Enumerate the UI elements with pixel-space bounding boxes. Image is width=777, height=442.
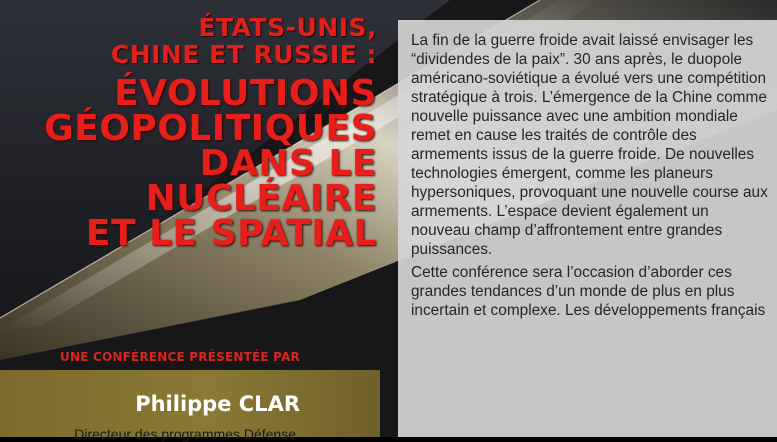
headline-line: DANS LE (199, 143, 377, 184)
headline-line: ET LE SPATIAL (85, 213, 377, 254)
headline (0, 73, 377, 254)
headline-line: GÉOPOLITIQUES (44, 108, 377, 149)
kicker-line: ÉTATS-UNIS, (198, 13, 377, 42)
presented-by-label: UNE CONFÉRENCE PRÉSENTÉE PAR (60, 350, 300, 364)
headline-line: ÉVOLUTIONS (114, 73, 377, 114)
kicker-line: CHINE ET RUSSIE : (110, 40, 377, 69)
speaker-name: Philippe CLAR (135, 392, 300, 416)
description-paragraph: La fin de la guerre froide avait laissé envisager les “dividendes de la paix”. 30 ans après, le duopole américano-soviétique a évolué vers une compétition stratégique à trois. L’émergence de la Chine comme nouvelle puissance avec une ambition mondiale remet en cause les traités de contrôle des armements issus de la guerre froide. De nouvelles technologies émergent, comme les planeurs hypersoniques, provoquant une nouvelle course aux armements. L’espace devient également un nouveau champ d’affrontement entre grandes puissances. (411, 32, 768, 258)
kicker (0, 14, 377, 68)
description-paragraph: Cette conférence sera l’occasion d’aborder ces grandes tendances d’un monde de plus en plus incertain et complexe. Les développements français (411, 264, 766, 319)
title-block (0, 13, 377, 254)
headline-line: NUCLÉAIRE (145, 178, 377, 219)
speaker-role: Directeur des programmes Défense (74, 426, 296, 442)
description-text (411, 31, 771, 324)
